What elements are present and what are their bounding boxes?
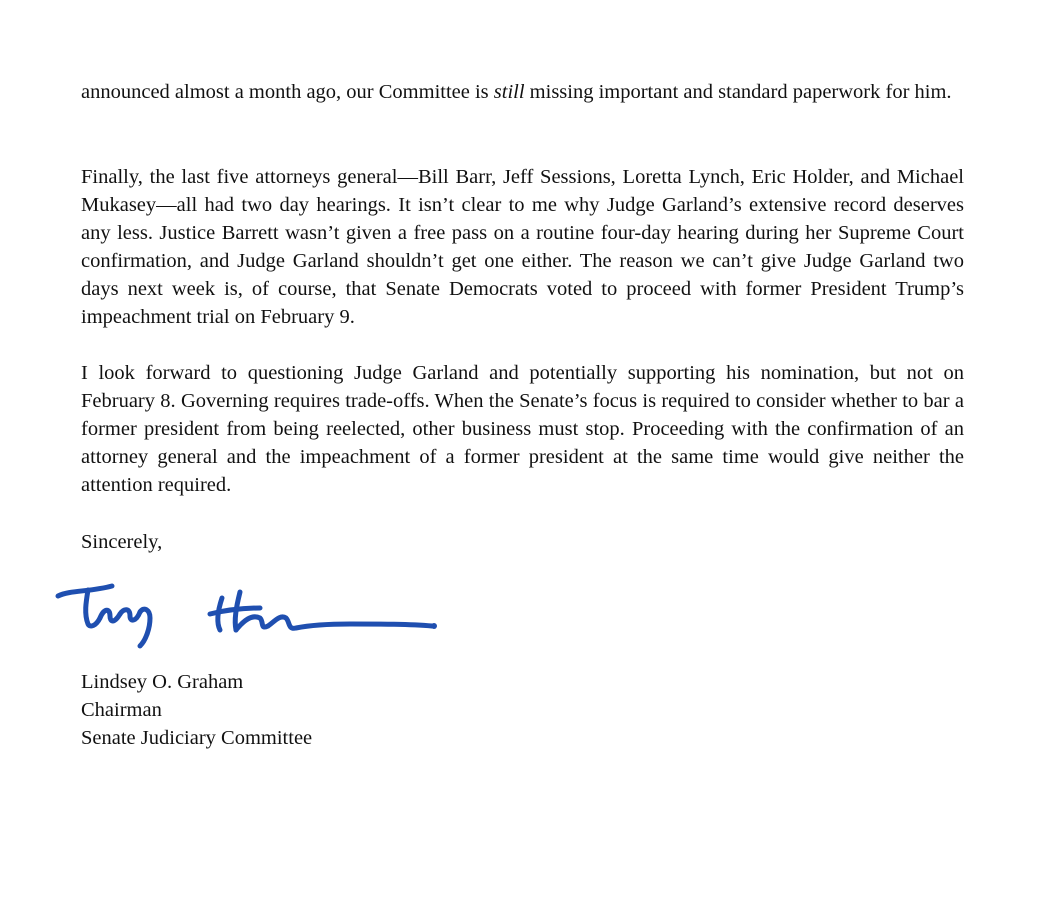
signatory-name: Lindsey O. Graham bbox=[81, 671, 244, 693]
paragraph-paperwork-end: missing important and standard paperwork for him. bbox=[524, 81, 952, 103]
signature-block bbox=[81, 668, 312, 752]
closing-salutation: Sincerely, bbox=[81, 531, 163, 553]
paragraph-paperwork-emphasis: still bbox=[493, 81, 525, 103]
signatory-title: Chairman bbox=[81, 699, 162, 721]
paragraph-tradeoffs: I look forward to questioning Judge Garland and potentially supporting his nomination, but not on February 8. Governing requires trade-offs. When the Senate’s focus is required to consider whether to bar a former president from being reelected, other business must stop. Proceeding with the confirmation of an attorney general and the impeachment of a former president at the same time would give neither the attention required. bbox=[81, 362, 964, 496]
handwritten-signature bbox=[50, 568, 450, 658]
paragraph-hearings: Finally, the last five attorneys general—Bill Barr, Jeff Sessions, Loretta Lynch, Eric Holder, and Michael Mukasey—all had two day hearings. It isn’t clear to me why Judge Garland’s extensive record deserves any less. Justice Barrett wasn’t given a free pass on a routine four-day hearing during her Supreme Court confirmation, and Judge Garland shouldn’t get one either. The reason we can’t give Judge Garland two days next week is, of course, that Senate Democrats voted to proceed with former President Trump’s impeachment trial on February 9. bbox=[81, 166, 964, 328]
paragraph-paperwork bbox=[81, 78, 964, 106]
signatory-organization: Senate Judiciary Committee bbox=[81, 727, 313, 749]
paragraph-paperwork-start: announced almost a month ago, our Committee is bbox=[81, 81, 494, 103]
